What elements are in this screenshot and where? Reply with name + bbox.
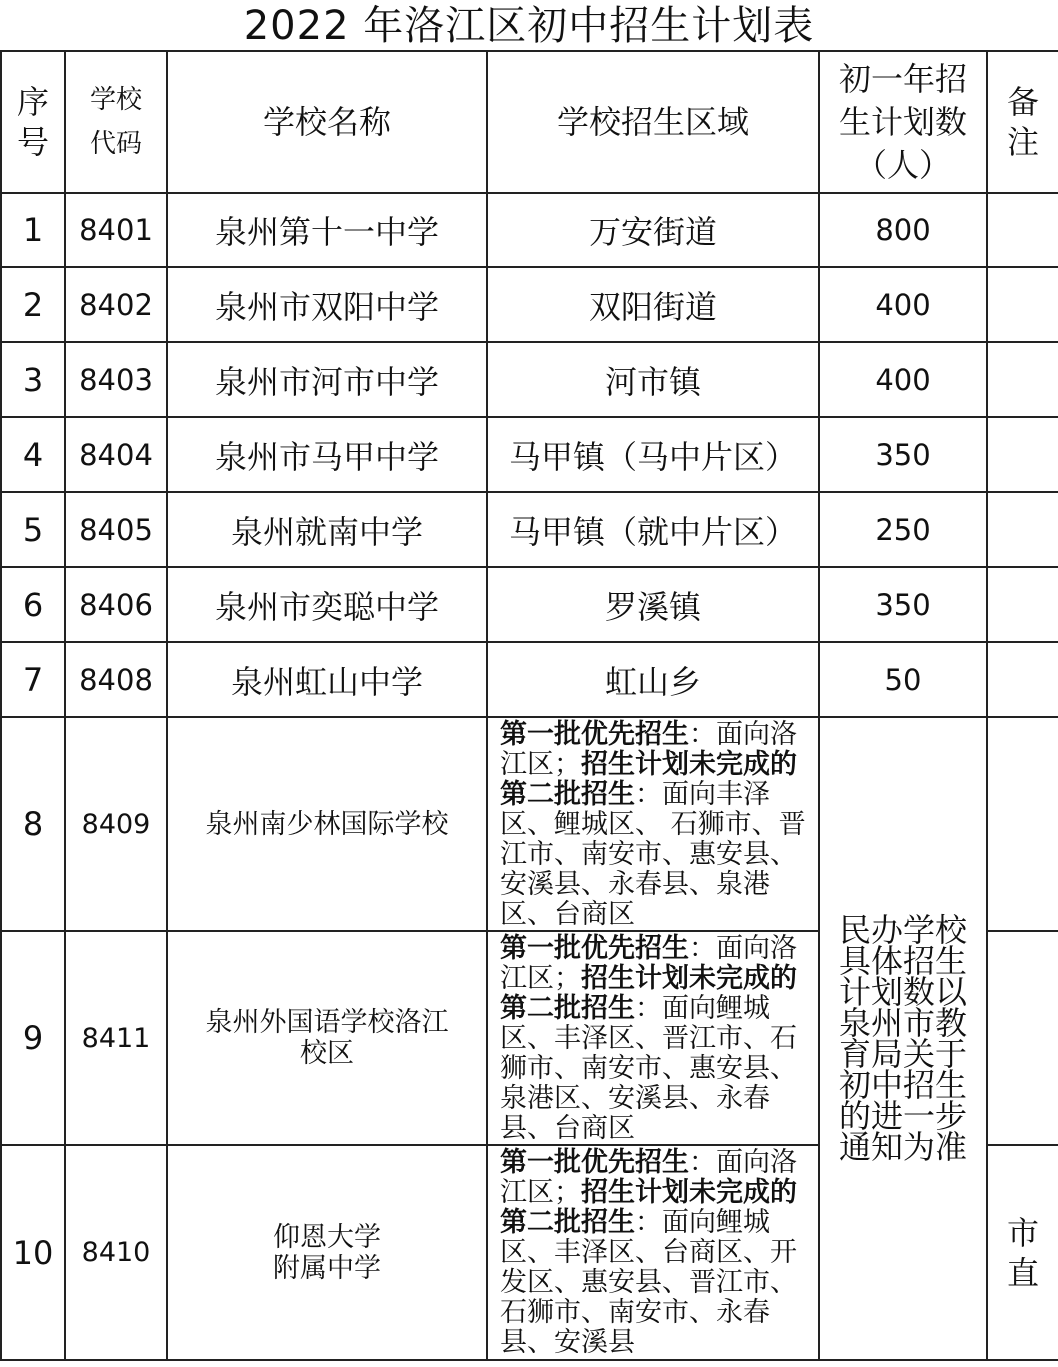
cell-note — [987, 492, 1058, 567]
cell-area: 马甲镇（就中片区） — [487, 492, 819, 567]
first-batch-text: ：面向洛江区； — [500, 1147, 797, 1208]
cell-code: 8403 — [65, 342, 167, 417]
cell-area: 罗溪镇 — [487, 567, 819, 642]
cell-area: 马甲镇（马中片区） — [487, 417, 819, 492]
table-row — [1, 342, 1058, 417]
cell-code: 8405 — [65, 492, 167, 567]
header-plan: 初一年招生计划数（人） — [819, 51, 987, 193]
second-batch-text: ：面向丰泽区、鲤城区、 石狮市、晋江市、南安市、惠安县、安溪县、永春县、泉港区、台商区 — [500, 779, 806, 930]
cell-plan: 50 — [819, 642, 987, 717]
cell-note — [987, 267, 1058, 342]
header-code: 学校代码 — [65, 51, 167, 193]
cell-note: 市直 — [987, 1145, 1058, 1360]
header-area: 学校招生区域 — [487, 51, 819, 193]
cell-school-name: 泉州南少林国际学校 — [167, 717, 487, 931]
cell-area: 河市镇 — [487, 342, 819, 417]
cell-code: 8408 — [65, 642, 167, 717]
cell-school-name: 泉州虹山中学 — [167, 642, 487, 717]
first-batch-text: ：面向洛江区； — [500, 719, 797, 780]
first-batch-label: 第一批优先招生 — [500, 1147, 689, 1178]
cell-plan: 250 — [819, 492, 987, 567]
table-row — [1, 492, 1058, 567]
header-seq: 序号 — [1, 51, 65, 193]
cell-seq: 8 — [1, 717, 65, 931]
first-batch-text: ：面向洛江区； — [500, 933, 797, 994]
cell-code: 8401 — [65, 193, 167, 267]
table-row — [1, 717, 1058, 931]
cell-school-name: 仰恩大学附属中学 — [167, 1145, 487, 1360]
first-batch-label: 第一批优先招生 — [500, 719, 689, 750]
cell-seq: 5 — [1, 492, 65, 567]
second-batch-text: ：面向鲤城区、丰泽区、台商区、开发区、惠安县、晋江市、石狮市、南安市、永春县、安溪县 — [500, 1207, 797, 1358]
table-row — [1, 567, 1058, 642]
cell-plan: 400 — [819, 267, 987, 342]
private-plan-note: 民办学校具体招生计划数以泉州市教育局关于初中招生的进一步通知为准 — [819, 717, 987, 1360]
cell-area — [487, 717, 819, 931]
first-batch-label: 第一批优先招生 — [500, 933, 689, 964]
table-row — [1, 642, 1058, 717]
cell-seq: 6 — [1, 567, 65, 642]
second-batch-label: 招生计划未完成的第二批招生 — [500, 963, 797, 1024]
cell-school-name: 泉州市双阳中学 — [167, 267, 487, 342]
header-row — [1, 51, 1058, 193]
cell-school-name: 泉州市河市中学 — [167, 342, 487, 417]
cell-area: 虹山乡 — [487, 642, 819, 717]
cell-note — [987, 342, 1058, 417]
cell-note — [987, 717, 1058, 931]
cell-plan: 400 — [819, 342, 987, 417]
cell-note — [987, 931, 1058, 1145]
cell-school-name: 泉州就南中学 — [167, 492, 487, 567]
cell-plan: 800 — [819, 193, 987, 267]
enrollment-plan-table — [0, 50, 1058, 1361]
cell-code: 8409 — [65, 717, 167, 931]
cell-note — [987, 642, 1058, 717]
header-name: 学校名称 — [167, 51, 487, 193]
cell-seq: 9 — [1, 931, 65, 1145]
cell-note — [987, 193, 1058, 267]
table-row — [1, 193, 1058, 267]
cell-code: 8404 — [65, 417, 167, 492]
cell-area: 双阳街道 — [487, 267, 819, 342]
cell-code: 8410 — [65, 1145, 167, 1360]
cell-seq: 4 — [1, 417, 65, 492]
second-batch-text: ：面向鲤城区、丰泽区、晋江市、石狮市、南安市、惠安县、泉港区、安溪县、永春县、台商区 — [500, 993, 797, 1144]
second-batch-label: 招生计划未完成的第二批招生 — [500, 749, 797, 810]
cell-school-name: 泉州外国语学校洛江校区 — [167, 931, 487, 1145]
cell-seq: 2 — [1, 267, 65, 342]
cell-seq: 10 — [1, 1145, 65, 1360]
table-row — [1, 267, 1058, 342]
cell-plan: 350 — [819, 567, 987, 642]
page-title: 2022 年洛江区初中招生计划表 — [243, 3, 815, 49]
cell-seq: 7 — [1, 642, 65, 717]
second-batch-label: 招生计划未完成的第二批招生 — [500, 1177, 797, 1238]
table-row — [1, 417, 1058, 492]
cell-school-name: 泉州第十一中学 — [167, 193, 487, 267]
cell-code: 8402 — [65, 267, 167, 342]
cell-code: 8411 — [65, 931, 167, 1145]
cell-note — [987, 567, 1058, 642]
header-note: 备注 — [987, 51, 1058, 193]
cell-school-name: 泉州市奕聪中学 — [167, 567, 487, 642]
cell-area — [487, 931, 819, 1145]
cell-seq: 3 — [1, 342, 65, 417]
cell-area: 万安街道 — [487, 193, 819, 267]
cell-plan: 350 — [819, 417, 987, 492]
cell-school-name: 泉州市马甲中学 — [167, 417, 487, 492]
cell-note — [987, 417, 1058, 492]
cell-code: 8406 — [65, 567, 167, 642]
cell-seq: 1 — [1, 193, 65, 267]
cell-area — [487, 1145, 819, 1360]
